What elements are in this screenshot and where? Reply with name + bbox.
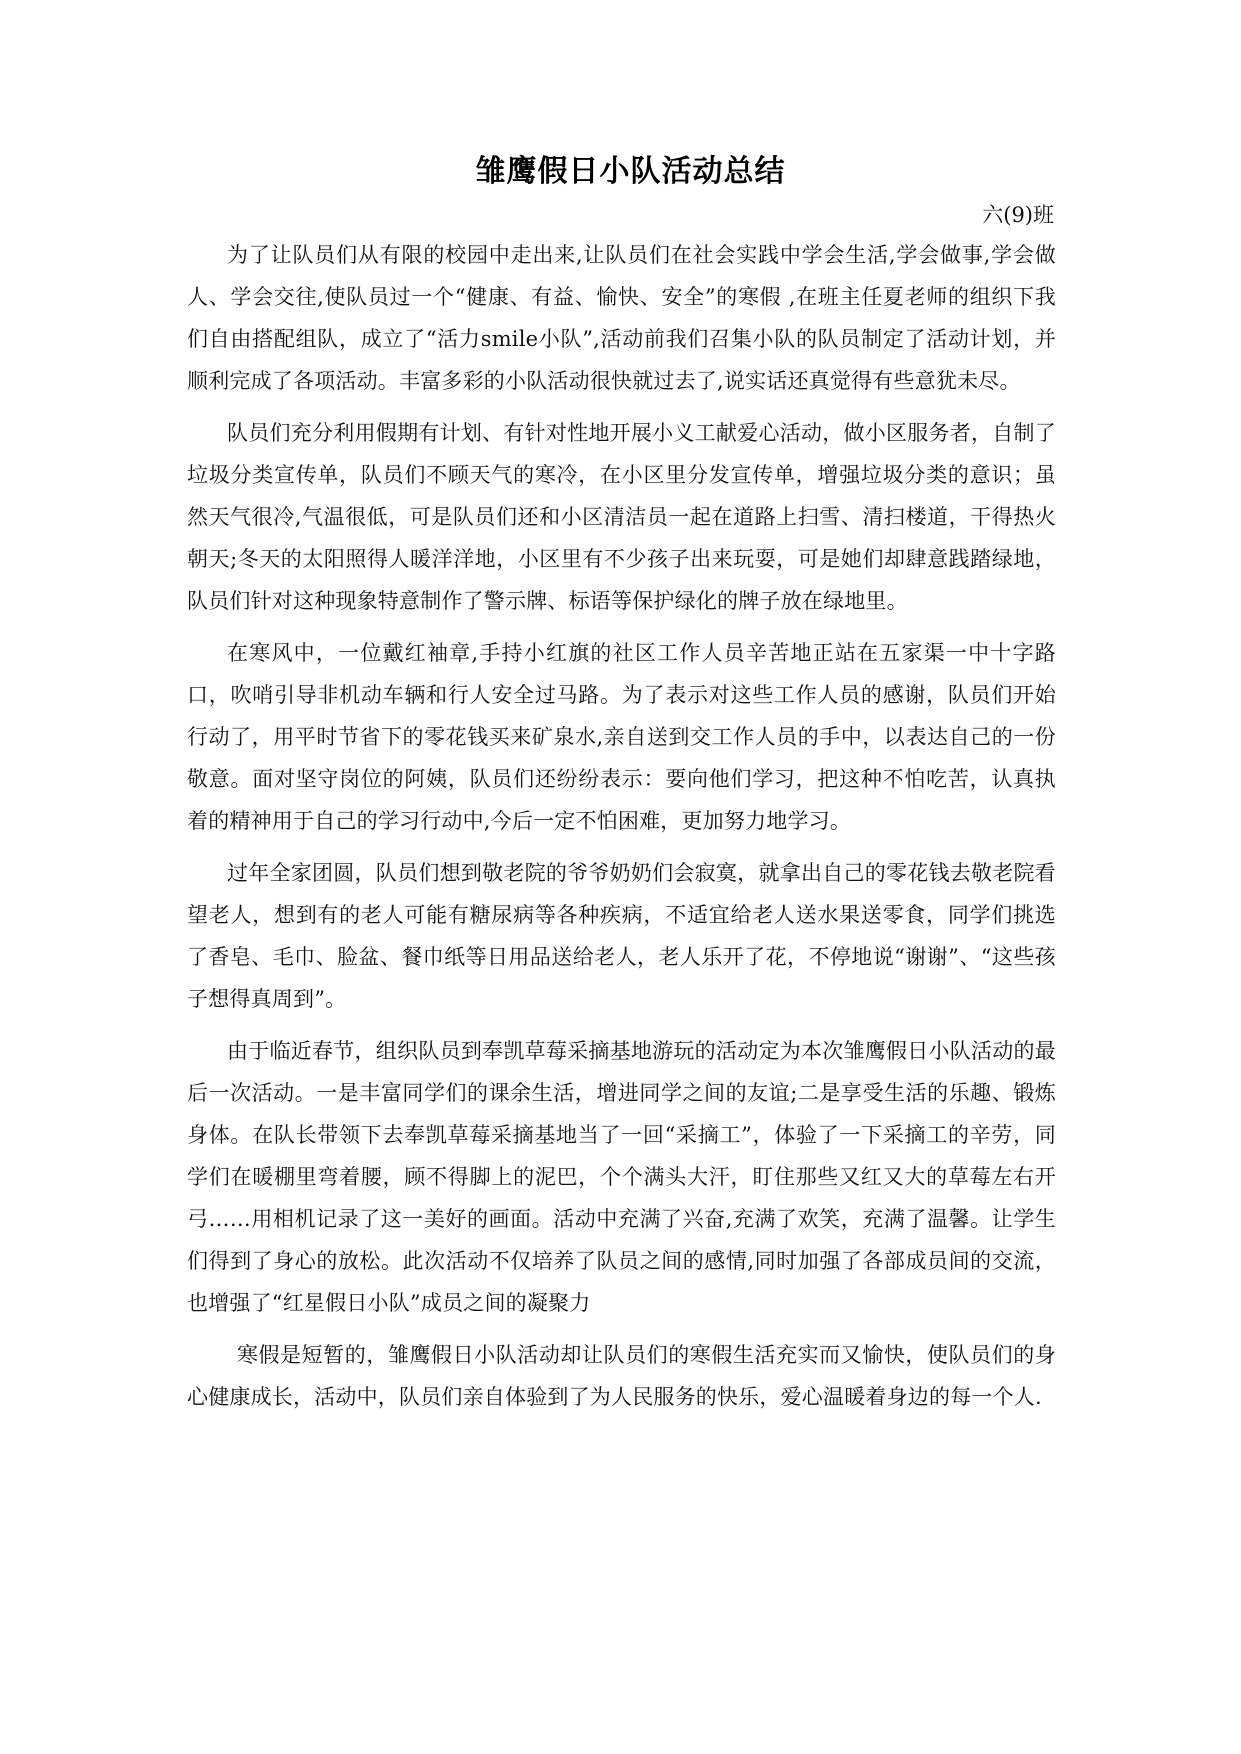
document-body xyxy=(187,150,1056,1428)
paragraph-conclusion: 寒假是短暂的，雏鹰假日小队活动却让队员们的寒假生活充实而又愉快，使队员们的身心健康成长，活动中，队员们亲自体验到了为人民服务的快乐，爱心温暖着身边的每一个人. xyxy=(187,1343,1056,1409)
paragraph-strawberry-picking: 由于临近春节，组织队员到奉凯草莓采摘基地游玩的活动定为本次雏鹰假日小队活动的最后一次活动。一是丰富同学们的课余生活，增进同学之间的友谊;二是享受生活的乐趣、锻炼身体。在队长带领下去奉凯草莓采摘基地当了一回“采摘工”，体验了一下采摘工的辛劳，同学们在暖棚里弯着腰，顾不得脚上的泥巴，个个满头大汗，盯住那些又红又大的草莓左右开弓……用相机记录了这一美好的画面。活动中充满了兴奋,充满了欢笑，充满了温馨。让学生们得到了身心的放松。此次活动不仅培养了队员之间的感情,同时加强了各部成员间的交流，也增强了“红星假日小队”成员之间的凝聚力 xyxy=(187,1039,1056,1315)
paragraph-traffic-helper: 在寒风中，一位戴红袖章,手持小红旗的社区工作人员辛苦地正站在五家渠一中十字路口，吹哨引导非机动车辆和行人安全过马路。为了表示对这些工作人员的感谢，队员们开始行动了，用平时节省下的零花钱买来矿泉水,亲自送到交工作人员的手中，以表达自己的一份敬意。面对坚守岗位的阿姨，队员们还纷纷表示：要向他们学习，把这种不怕吃苦，认真执着的精神用于自己的学习行动中,今后一定不怕困难，更加努力地学习。 xyxy=(187,641,1056,833)
paragraph-volunteer: 队员们充分利用假期有计划、有针对性地开展小义工献爱心活动，做小区服务者，自制了垃圾分类宣传单，队员们不顾天气的寒冷，在小区里分发宣传单，增强垃圾分类的意识；虽然天气很冷,气温很低，可是队员们还和小区清洁员一起在道路上扫雪、清扫楼道，干得热火朝天;冬天的太阳照得人暖洋洋地，小区里有不少孩子出来玩耍，可是她们却肆意践踏绿地，队员们针对这种现象特意制作了警示牌、标语等保护绿化的牌子放在绿地里。 xyxy=(187,421,1056,613)
paragraph-nursing-home: 过年全家团圆，队员们想到敬老院的爷爷奶奶们会寂寞，就拿出自己的零花钱去敬老院看望老人，想到有的老人可能有糖尿病等各种疾病，不适宜给老人送水果送零食，同学们挑选了香皂、毛巾、脸盆、餐巾纸等日用品送给老人，老人乐开了花，不停地说“谢谢”、“这些孩子想得真周到”。 xyxy=(187,861,1056,1011)
document-title: 雏鹰假日小队活动总结 xyxy=(475,154,786,189)
class-name: 六(9)班 xyxy=(982,203,1054,227)
paragraph-intro: 为了让队员们从有限的校园中走出来,让队员们在社会实践中学会生活,学会做事,学会做人、学会交往,使队员过一个“健康、有益、愉快、安全”的寒假 ,在班主任夏老师的组织下我们自由搭配组队，成立了“活力smile小队”,活动前我们召集小队的队员制定了活动计划，并顺利完成了各项活动。丰富多彩的小队活动很快就过去了,说实话还真觉得有些意犹未尽。 xyxy=(187,243,1056,393)
